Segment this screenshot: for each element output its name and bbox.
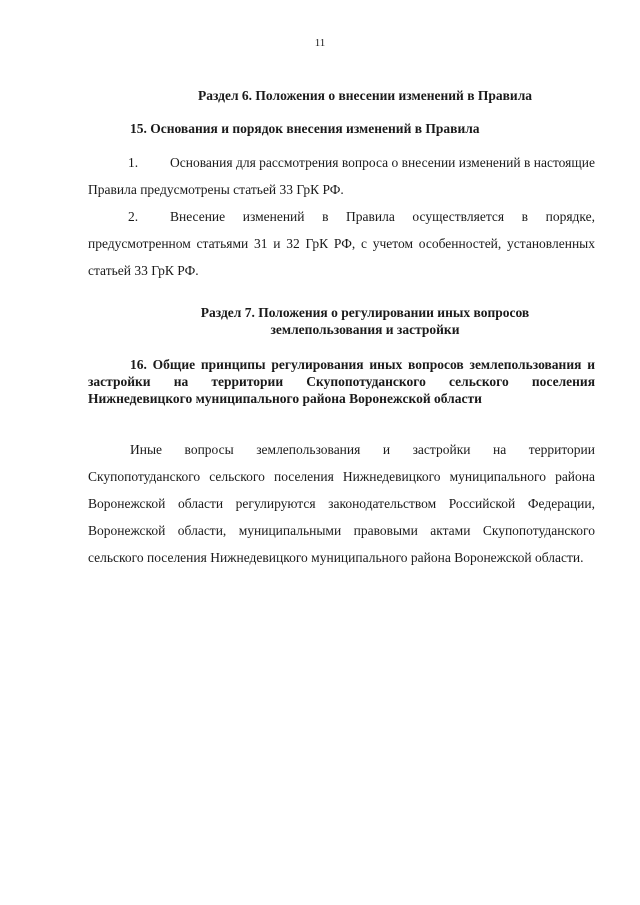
list-item-1-text: Основания для рассмотрения вопроса о внесении изменений в настоящие Правила предусмотрены статьей 33 ГрК РФ. bbox=[88, 155, 595, 197]
list-item-1 bbox=[88, 149, 595, 203]
list-item-1-number: 1. bbox=[128, 155, 139, 170]
list-item-2-text: Внесение изменений в Правила осуществляется в порядке, предусмотренном статьями 31 и 32 ГрК РФ, с учетом особенностей, установленных статьей 33 ГрК РФ. bbox=[88, 209, 595, 278]
page-number: 11 bbox=[314, 37, 326, 49]
list-item-2-number: 2. bbox=[128, 209, 139, 224]
article-16-body: Иные вопросы землепользования и застройки на территории Скупопотуданского сельского поселения Нижнедевицкого муниципального района Воронежской области регулируются законодательством Российской Федерации, Воронежской области, муниципальными правовыми актами Скупопотуданского сельского поселения Нижнедевицкого муниципального района Воронежской области. bbox=[88, 442, 595, 565]
list-item-2 bbox=[88, 203, 595, 284]
section-7-title bbox=[90, 304, 640, 338]
section-6-title: Раздел 6. Положения о внесении изменений в Правила bbox=[197, 88, 533, 103]
section-7-title-line-2: землепользования и застройки bbox=[270, 322, 460, 337]
section-7-title-line-1: Раздел 7. Положения о регулировании иных вопросов bbox=[200, 305, 530, 320]
article-15-title: 15. Основания и порядок внесения изменений в Правила bbox=[130, 121, 480, 136]
article-16-title: 16. Общие принципы регулирования иных вопросов землепользования и застройки на территории Скупопотуданского сельского поселения Нижнедевицкого муниципального района Воронежской области bbox=[88, 357, 595, 406]
